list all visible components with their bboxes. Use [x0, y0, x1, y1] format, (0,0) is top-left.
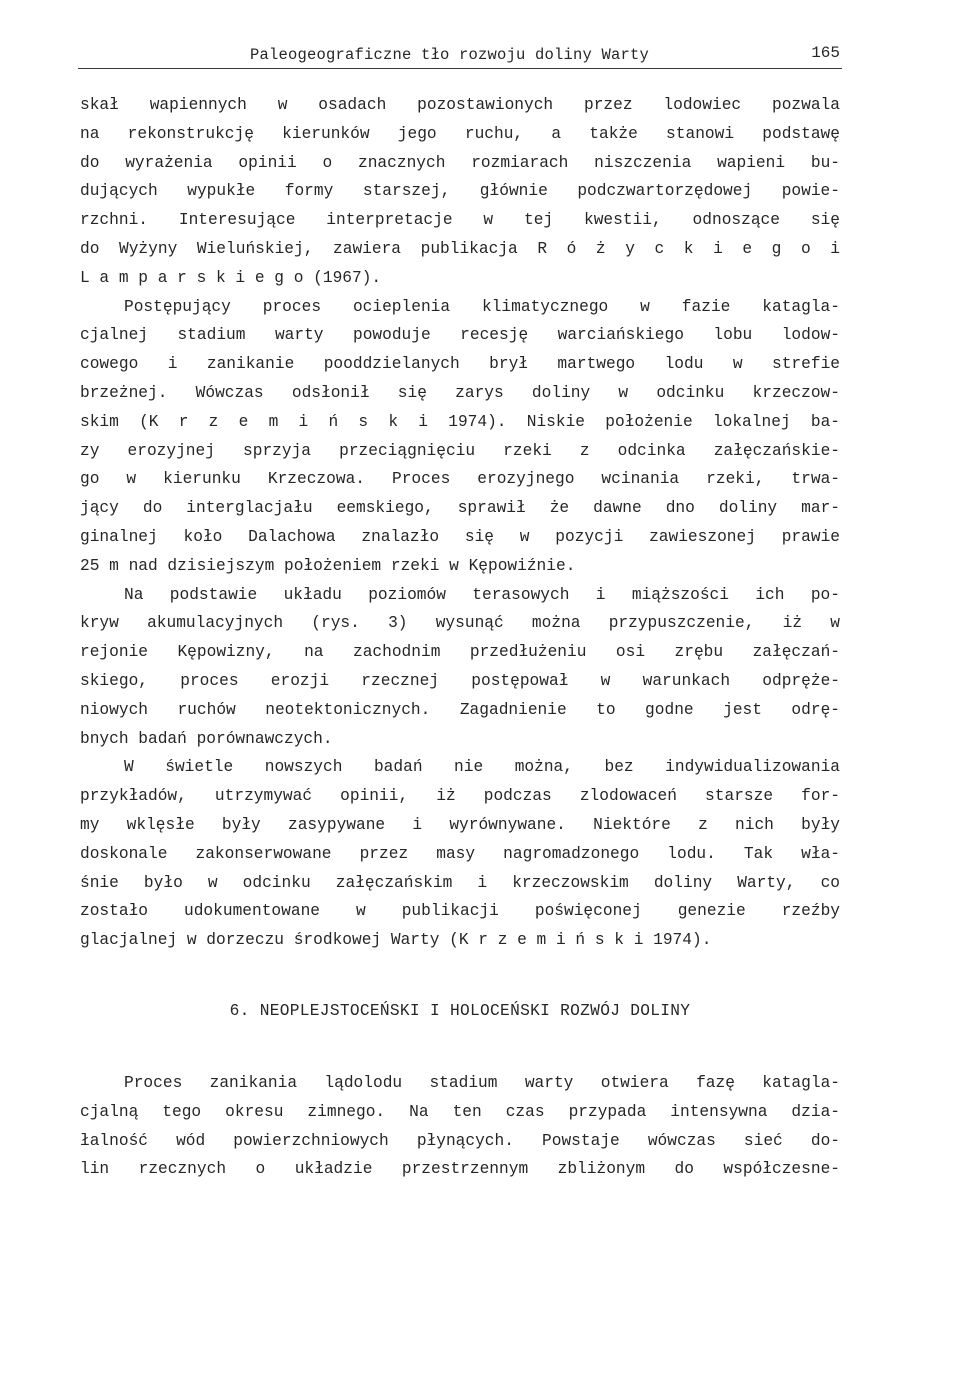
text-line: brzeżnej. Wówczas odsłonił się zarys doliny w odcinku krzeczow- [80, 383, 840, 402]
text-line: cjalną tego okresu zimnego. Na ten czas przypada intensywna dzia- [80, 1102, 840, 1121]
text-line: niowych ruchów neotektonicznych. Zagadnienie to godne jest odrę- [80, 700, 840, 719]
text-line: cowego i zanikanie pooddzielanych brył martwego lodu w strefie [80, 355, 840, 374]
text-line: kryw akumulacyjnych (rys. 3) wysunąć można przypuszczenie, iż w [80, 614, 840, 633]
text-line: Postępujący proces ocieplenia klimatycznego w fazie katagla- [124, 297, 840, 316]
text-line: śnie było w odcinku załęczańskim i krzeczowskim doliny Warty, co [80, 873, 840, 892]
section-body-text [80, 1069, 840, 1184]
text-line: bnych badań porównawczych. [80, 729, 333, 748]
text-line: na rekonstrukcję kierunków jego ruchu, a także stanowi podstawę [80, 124, 840, 143]
text-line: ginalnej koło Dalachowa znalazło się w pozycji zawieszonej prawie [80, 527, 840, 546]
text-line: go w kierunku Krzeczowa. Proces erozyjnego wcinania rzeki, trwa- [80, 470, 840, 489]
section-heading: 6. NEOPLEJSTOCEŃSKI I HOLOCEŃSKI ROZWÓJ DOLINY [229, 1002, 691, 1020]
text-line: jący do interglacjału eemskiego, sprawił że dawne dno doliny mar- [80, 499, 840, 518]
text-line: lin rzecznych o układzie przestrzennym zbliżonym do współczesne- [80, 1160, 840, 1179]
page-number: 165 [811, 44, 840, 62]
text-line: doskonale zakonserwowane przez masy nagromadzonego lodu. Tak wła- [80, 844, 840, 863]
text-line: glacjalnej w dorzeczu środkowej Warty (K r z e m i ń s k i 1974). [80, 931, 712, 950]
text-line: rejonie Kępowizny, na zachodnim przedłużeniu osi zrębu załęczań- [80, 643, 840, 662]
text-line: rzchni. Interesujące interpretacje w tej kwestii, odnoszące się [80, 211, 840, 230]
text-line: my wklęsłe były zasypywane i wyrównywane. Niektóre z nich były [80, 815, 840, 834]
text-line: skim (K r z e m i ń s k i 1974). Niskie położenie lokalnej ba- [80, 412, 840, 431]
text-line: skiego, proces erozji rzecznej postępował w warunkach odpręże- [80, 671, 840, 690]
text-line: zy erozyjnej sprzyja przeciągnięciu rzeki z odcinka załęczańskie- [80, 441, 840, 460]
running-header [78, 44, 842, 69]
text-line: zostało udokumentowane w publikacji poświęconej genezie rzeźby [80, 902, 840, 921]
text-line: do Wyżyny Wieluńskiej, zawiera publikacja R ó ż y c k i e g o i [80, 239, 840, 258]
text-line: Proces zanikania lądolodu stadium warty otwiera fazę katagla- [124, 1074, 840, 1092]
text-line: dujących wypukłe formy starszej, głównie podczwartorzędowej powie- [80, 182, 840, 201]
text-line: L a m p a r s k i e g o (1967). [80, 268, 382, 287]
text-line: Na podstawie układu poziomów terasowych i miąższości ich po- [124, 585, 840, 604]
body-text [80, 91, 840, 955]
text-line: 25 m nad dzisiejszym położeniem rzeki w Kępowiźnie. [80, 556, 576, 575]
text-line: W świetle nowszych badań nie można, bez indywidualizowania [124, 758, 840, 777]
text-line: łalność wód powierzchniowych płynących. Powstaje wówczas sieć do- [80, 1131, 840, 1150]
text-line: cjalnej stadium warty powoduje recesję warciańskiego lobu lodow- [80, 326, 840, 345]
text-line: skał wapiennych w osadach pozostawionych przez lodowiec pozwala [80, 96, 840, 114]
text-line: do wyrażenia opinii o znacznych rozmiarach niszczenia wapieni bu- [80, 153, 840, 172]
running-title: Paleogeograficzne tło rozwoju doliny Warty [250, 46, 650, 64]
text-line: przykładów, utrzymywać opinii, iż podczas zlodowaceń starsze for- [80, 787, 840, 806]
